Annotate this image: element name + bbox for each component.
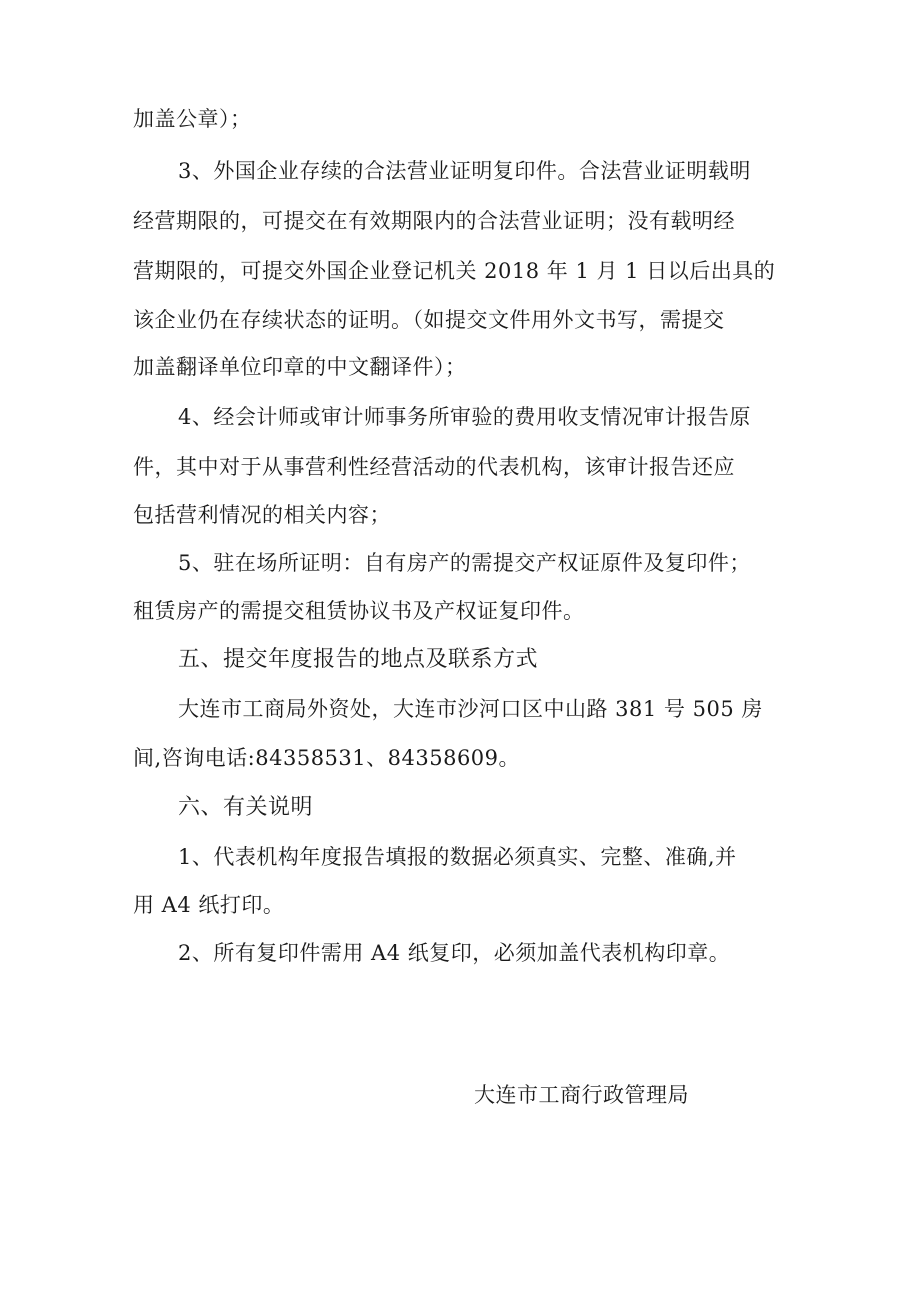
text-line: 2、所有复印件需用 A4 纸复印，必须加盖代表机构印章。 (178, 941, 731, 965)
section-heading: 六、有关说明 (178, 795, 314, 820)
text-line: 营期限的，可提交外国企业登记机关 2018 年 1 月 1 日以后出具的 (133, 259, 776, 283)
text-line: 4、经会计师或审计师事务所审验的费用收支情况审计报告原 (178, 405, 751, 429)
text-line: 5、驻在场所证明：自有房产的需提交产权证原件及复印件； (178, 551, 751, 575)
text-line: 件，其中对于从事营利性经营活动的代表机构，该审计报告还应 (133, 455, 735, 479)
text-line: 该企业仍在存续状态的证明。（如提交文件用外文书写，需提交 (133, 308, 725, 332)
text-line: 加盖公章）； (133, 107, 252, 131)
section-heading: 五、提交年度报告的地点及联系方式 (178, 647, 539, 672)
text-line: 3、外国企业存续的合法营业证明复印件。合法营业证明载明 (178, 159, 751, 183)
text-line: 间,咨询电话:84358531、84358609。 (133, 746, 521, 770)
text-line: 加盖翻译单位印章的中文翻译件）； (133, 355, 467, 379)
text-line: 经营期限的，可提交在有效期限内的合法营业证明；没有载明经 (133, 209, 735, 233)
text-line: 1、代表机构年度报告填报的数据必须真实、完整、准确,并 (178, 845, 737, 869)
text-line: 大连市工商局外资处，大连市沙河口区中山路 381 号 505 房 (178, 697, 763, 721)
text-line: 租赁房产的需提交租赁协议书及产权证复印件。 (133, 599, 585, 623)
text-line: 用 A4 纸打印。 (133, 893, 285, 917)
text-line: 包括营利情况的相关内容； (133, 503, 391, 527)
issuer-signature: 大连市工商行政管理局 (474, 1083, 689, 1107)
